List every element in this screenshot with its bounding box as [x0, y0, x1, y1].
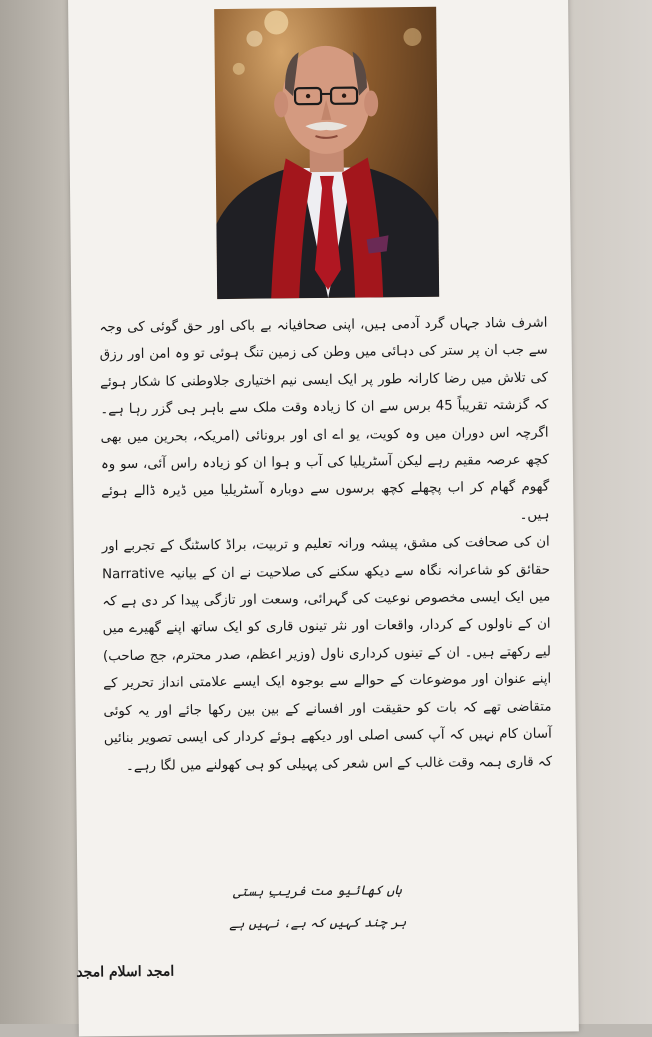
author-portrait — [214, 7, 439, 299]
article-body — [99, 310, 552, 781]
article-paragraph-2: ان کی صحافت کی مشق، پیشہ ورانہ تعلیم و تربیت، براڈ کاسٹنگ کے تجربے اور حقائق کو شاعرانہ نگاہ سے دیکھ سکنے کی صلاحیت نے ان کے بیانیہ Narrative میں ایک ایسی مخصوص نوعیت کی گہرائی، وسعت اور تازگی پیدا کر دی ہے کہ ان کے ناولوں کے کردار، واقعات اور نثر تینوں قاری کو ایک ساتھ اپنے گھیرے میں لیے رکھتے ہیں۔ ان کے تینوں کرداری ناول (وزیر اعظم، صدر محترم، جج صاحب) اپنے عنوان اور موضوعات کے حوالے سے بوجوہ ایک ایسے علامتی انداز تحریر کے متقاضی تھے کہ بات کو حقیقت اور افسانے کے بین بین رکھا جائے اور یہ کوئی آسان کام نہیں کہ آپ کسی اصلی اور دیکھے ہوئے کردار کی ایسی تصویر بنائیں کہ قاری ہمہ وقت غالب کے اس شعر کی پہیلی کو ہی کھولنے میں لگا رہے۔ — [102, 529, 553, 780]
author-signature: امجد اسلام امجد — [76, 964, 174, 981]
portrait-illustration — [214, 7, 439, 299]
verse-line-2: ہر چند کہیں کہ ہے، نہیں ہے — [198, 907, 438, 942]
verse-line-1: ہاں کھائیو مت فریبِ ہستی — [197, 875, 437, 910]
background-left — [0, 0, 80, 1024]
ghalib-verse — [197, 875, 438, 942]
book-page — [68, 0, 579, 1037]
article-paragraph-1: اشرف شاد جہاں گرد آدمی ہیں، اپنی صحافیانہ بے باکی اور حق گوئی کی وجہ سے جب ان پر ستر کی دہائی میں وطن کی زمین تنگ ہوئی تو وہ امن اور رزق کی تلاش میں رضا کارانہ طور پر ایک ایسی نیم اختیاری جلاوطنی کا شکار ہوئے کہ گزشتہ تقریباً 45 برس سے ان کا زیادہ وقت ملک سے باہر ہی گزر رہا ہے۔ اگرچہ اس دوران میں وہ کویت، یو اے ای اور برونائی (امریکہ، بحرین میں بھی کچھ عرصہ مقیم رہے لیکن آسٹریلیا کی آب و ہوا ان کو زیادہ راس آئی، سو وہ گھوم گھام کر اب پچھلے کچھ برسوں سے دوبارہ آسٹریلیا میں ڈیرہ ڈالے ہوئے ہیں۔ — [99, 310, 549, 534]
